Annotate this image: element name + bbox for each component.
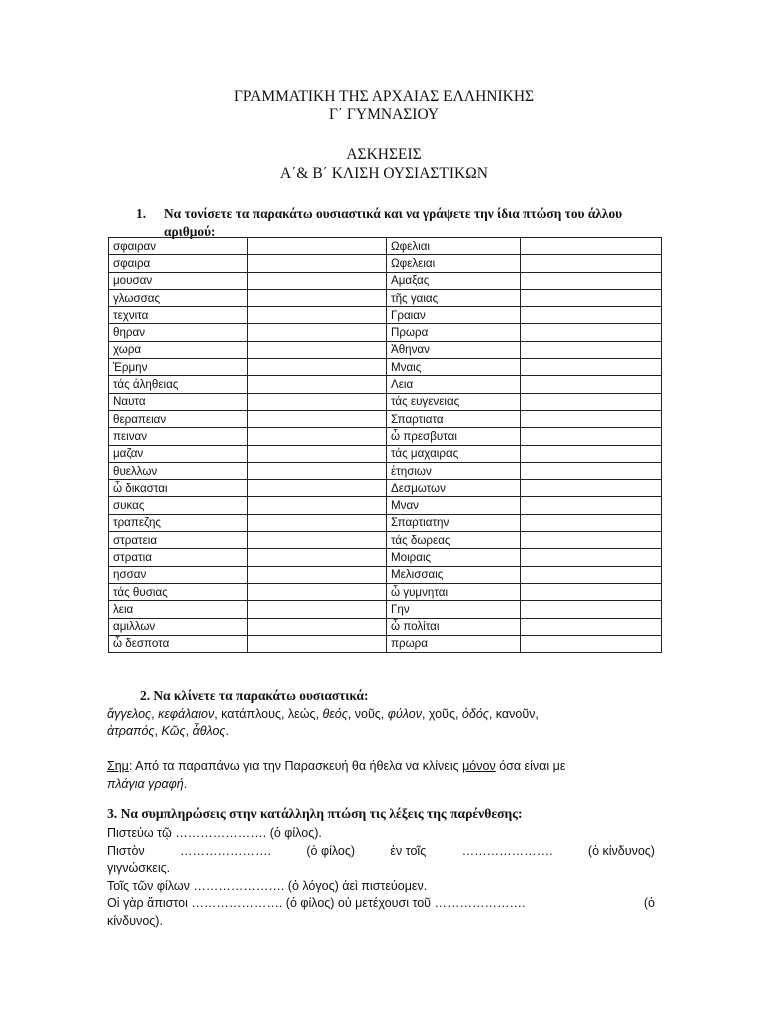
table-row [109,307,662,324]
table-row [109,341,662,358]
answer-cell [248,272,387,289]
answer-cell [248,618,387,635]
answer-cell [248,255,387,272]
note-period: . [183,777,188,791]
answer-cell [248,410,387,427]
answer-cell [248,635,387,652]
word-segment: θεός [322,707,348,721]
word-cell: Ναυτα [109,393,248,410]
answer-cell [248,376,387,393]
word-cell: τραπεζης [109,514,248,531]
word-cell: αμιλλων [109,618,248,635]
answer-cell [521,635,662,652]
word-cell: Ωφελιαι [387,238,521,255]
word-cell: θηραν [109,324,248,341]
answer-cell [521,238,662,255]
exercise-3-line3: γιγνώσκεις. [107,861,171,875]
exercise-2-heading: 2. Να κλίνετε τα παρακάτω ουσιαστικά: [140,688,369,703]
answer-cell [521,393,662,410]
answer-cell [521,532,662,549]
word-segment: φύλον [387,707,422,721]
word-cell: Ἑρμην [109,359,248,376]
word-cell: τάς θυσιας [109,583,248,600]
sentence-part: Πιστὸν [107,843,145,858]
sentence-part: (ὁ φίλος) [306,843,356,858]
word-segment: ὁδός [461,707,489,721]
word-cell: τάς δωρεας [387,532,521,549]
word-segment: , κατάπλους, λεώς, [214,707,323,721]
answer-cell [521,566,662,583]
table-row [109,445,662,462]
sentence-part: ἐν τοῖς [390,843,427,858]
note-text-after: όσα είναι με [495,759,566,773]
answer-cell [521,428,662,445]
word-cell: χωρα [109,341,248,358]
note-text-before: : Από τα παραπάνω για την Παρασκευή θα ήθελα να κλίνεις [128,759,463,773]
sentence-part: (ὁ [643,896,655,910]
word-cell: σφαιραν [109,238,248,255]
word-cell: Μναις [387,359,521,376]
table-row [109,376,662,393]
exercise-3-heading: 3. Να συμπληρώσεις στην κατάλληλη πτώση τις λέξεις της παρένθεσης: [107,806,523,821]
exercise-3-sentences [107,825,655,930]
answer-cell [248,480,387,497]
word-segment: , [154,724,162,738]
word-cell: τάς ἀληθειας [109,376,248,393]
table-row [109,566,662,583]
word-segment: ἀτραπός [107,724,155,738]
table-row [109,583,662,600]
exercises-topic: Α΄& Β΄ ΚΛΙΣΗ ΟΥΣΙΑΣΤΙΚΩΝ [280,165,488,182]
word-cell: γλωσσας [109,289,248,306]
table-row [109,410,662,427]
table-row [109,480,662,497]
exercise-2-words [107,706,667,740]
answer-cell [521,410,662,427]
table-row [109,393,662,410]
word-segment: . [225,724,229,738]
exercise-3-line2 [107,843,655,861]
word-cell: θεραπειαν [109,410,248,427]
word-cell: συκας [109,497,248,514]
word-segment: , [185,724,193,738]
word-cell: Σπαρτιατα [387,410,521,427]
answer-cell [248,238,387,255]
table-row [109,289,662,306]
exercise-1-table [108,237,662,653]
word-segment: , κανοῦν, [488,707,539,721]
table-row [109,635,662,652]
word-cell: τεχνιτα [109,307,248,324]
word-cell: Μελισσαις [387,566,521,583]
table-row [109,618,662,635]
answer-cell [521,549,662,566]
word-segment: , χοῦς, [421,707,462,721]
answer-cell [521,601,662,618]
sentence-part: …………………. [180,843,272,858]
answer-cell [248,307,387,324]
word-cell: Μοιραις [387,549,521,566]
answer-cell [521,307,662,324]
table-row [109,324,662,341]
answer-cell [248,445,387,462]
word-cell: Λεια [387,376,521,393]
word-cell: ὦ δικασται [109,480,248,497]
answer-cell [521,289,662,306]
word-cell: ὦ πολίται [387,618,521,635]
answer-cell [248,341,387,358]
exercise-2-words-line2 [107,723,667,740]
word-cell: στρατια [109,549,248,566]
exercise-3-line1: Πιστεύω τῷ …………………. (ὁ φίλος). [107,826,322,840]
exercise-3-line6: κίνδυνος). [107,913,163,928]
word-cell: τάς μαχαιρας [387,445,521,462]
answer-cell [521,272,662,289]
word-cell: μαζαν [109,445,248,462]
answer-cell [521,497,662,514]
word-cell: Δεσμωτων [387,480,521,497]
answer-cell [521,359,662,376]
word-cell: ησσαν [109,566,248,583]
word-segment: ἆθλος [192,724,226,738]
answer-cell [521,480,662,497]
answer-cell [521,324,662,341]
answer-cell [521,514,662,531]
answer-cell [521,462,662,479]
teacher-note [107,757,659,793]
word-cell: σφαιρα [109,255,248,272]
word-cell: ὦ δεσποτα [109,635,248,652]
exercises-heading: ΑΣΚΗΣΕΙΣ [346,146,422,163]
table-row [109,497,662,514]
table-row [109,359,662,376]
word-cell: στρατεια [109,532,248,549]
word-cell: τῆς γαιας [387,289,521,306]
answer-cell [248,393,387,410]
word-cell: πειναν [109,428,248,445]
word-cell: Ωφελειαι [387,255,521,272]
answer-cell [248,549,387,566]
answer-cell [521,376,662,393]
word-cell: Γην [387,601,521,618]
answer-cell [248,359,387,376]
table-row [109,462,662,479]
table-row [109,532,662,549]
note-label: Σημ [107,759,129,773]
answer-cell [248,601,387,618]
answer-cell [248,532,387,549]
sentence-part: …………………. [461,843,553,858]
answer-cell [521,255,662,272]
word-cell: Γραιαν [387,307,521,324]
word-segment: , [151,707,159,721]
word-cell: μουσαν [109,272,248,289]
answer-cell [248,289,387,306]
word-cell: ὦ γυμνηται [387,583,521,600]
word-cell: Πρωρα [387,324,521,341]
table-row [109,255,662,272]
word-cell: θυελλων [109,462,248,479]
table-row [109,514,662,531]
exercise-3-line4: Τοῖς τῶν φίλων …………………. (ὁ λόγος) ἀεὶ πιστεύομεν. [107,878,428,893]
word-segment: Κῶς [161,724,186,738]
word-segment: κεφάλαιον [158,707,215,721]
word-cell: Σπαρτιατην [387,514,521,531]
sentence-part: Οἱ γὰρ ἄπιστοι …………………. (ὁ φίλος) οὐ μετέχουσι τοῦ …………………. [107,896,526,910]
sentence-part: (ὁ κίνδυνος) [587,843,655,858]
word-cell: Ἀθηναν [387,341,521,358]
answer-cell [521,445,662,462]
word-cell: Αμαξας [387,272,521,289]
table-row [109,238,662,255]
answer-cell [248,497,387,514]
answer-cell [248,514,387,531]
answer-cell [248,462,387,479]
answer-cell [248,583,387,600]
answer-cell [521,618,662,635]
answer-cell [248,324,387,341]
word-cell: Μναν [387,497,521,514]
table-row [109,428,662,445]
word-cell: λεια [109,601,248,618]
table-row [109,601,662,618]
document-title: ΓΡΑΜΜΑΤΙΚΗ ΤΗΣ ΑΡΧΑΙΑΣ ΕΛΛΗΝΙΚΗΣ [233,88,535,105]
exercise-3-line5 [107,895,655,913]
word-cell: ἐτησιων [387,462,521,479]
word-segment: ἄγγελος [107,707,152,721]
exercise-1-number: 1. [136,206,147,221]
answer-cell [521,583,662,600]
answer-cell [521,341,662,358]
note-underlined: μόνον [462,759,496,773]
answer-cell [248,566,387,583]
document-grade: Γ΄ ΓΥΜΝΑΣΙΟΥ [328,106,440,123]
word-cell: ὦ πρεσβυται [387,428,521,445]
word-segment: , νοῦς, [347,707,388,721]
word-cell: τάς ευγενειας [387,393,521,410]
exercise-2-words-line1 [107,706,667,723]
word-cell: πρωρα [387,635,521,652]
table-row [109,549,662,566]
exercise-1-text: Να τονίσετε τα παρακάτω ουσιαστικά και να γράψετε την ίδια πτώση του άλλου αριθμού: [164,206,623,239]
note-italic: πλάγια γραφή [107,777,184,791]
table-row [109,272,662,289]
answer-cell [248,428,387,445]
